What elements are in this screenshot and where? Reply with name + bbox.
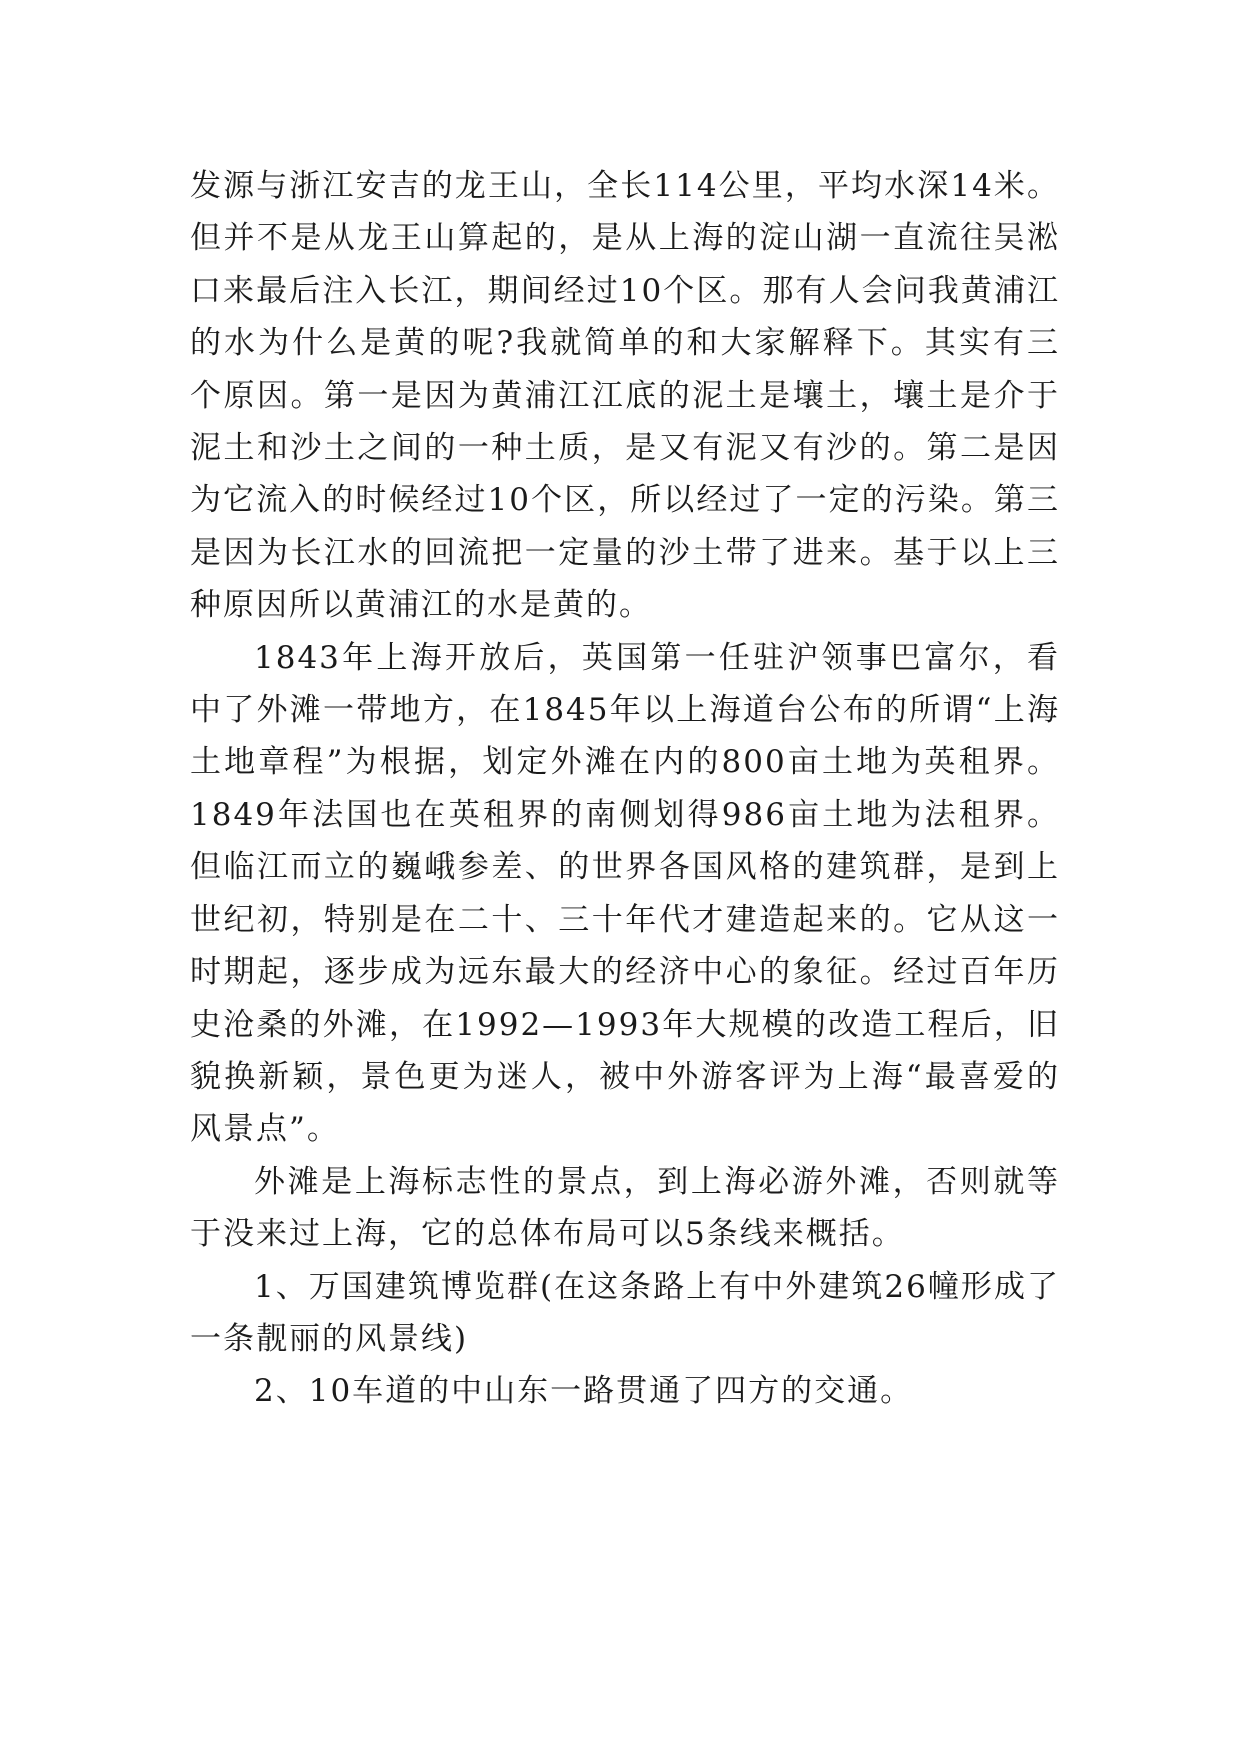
list-item-architecture: 1、万国建筑博览群(在这条路上有中外建筑26幢形成了一条靓丽的风景线): [190, 1268, 1060, 1357]
document-body: [190, 160, 1060, 1418]
paragraph-huangpu-river: 发源与浙江安吉的龙王山，全长114公里，平均水深14米。但并不是从龙王山算起的，是从上海的淀山湖一直流往吴淞口来最后注入长江，期间经过10个区。那有人会问我黄浦江的水为什么是黄的呢?我就简单的和大家解释下。其实有三个原因。第一是因为黄浦江江底的泥土是壤土，壤土是介于泥土和沙土之间的一种土质，是又有泥又有沙的。第二是因为它流入的时候经过10个区，所以经过了一定的污染。第三是因为长江水的回流把一定量的沙土带了进来。基于以上三种原因所以黄浦江的水是黄的。: [190, 168, 1060, 624]
list-item-zhongshan-road: 2、10车道的中山东一路贯通了四方的交通。: [254, 1373, 914, 1410]
paragraph-bund-history: 1843年上海开放后，英国第一任驻沪领事巴富尔，看中了外滩一带地方，在1845年以上海道台公布的所谓“上海土地章程”为根据，划定外滩在内的800亩土地为英租界。1849年法国也在英租界的南侧划得986亩土地为法租界。但临江而立的巍峨参差、的世界各国风格的建筑群，是到上世纪初，特别是在二十、三十年代才建造起来的。它从这一时期起，逐步成为远东最大的经济中心的象征。经过百年历史沧桑的外滩，在1992—1993年大规模的改造工程后，旧貌换新颖，景色更为迷人，被中外游客评为上海“最喜爱的风景点”。: [190, 639, 1060, 1148]
paragraph-bund-overview: 外滩是上海标志性的景点，到上海必游外滩，否则就等于没来过上海，它的总体布局可以5条线来概括。: [190, 1163, 1060, 1253]
